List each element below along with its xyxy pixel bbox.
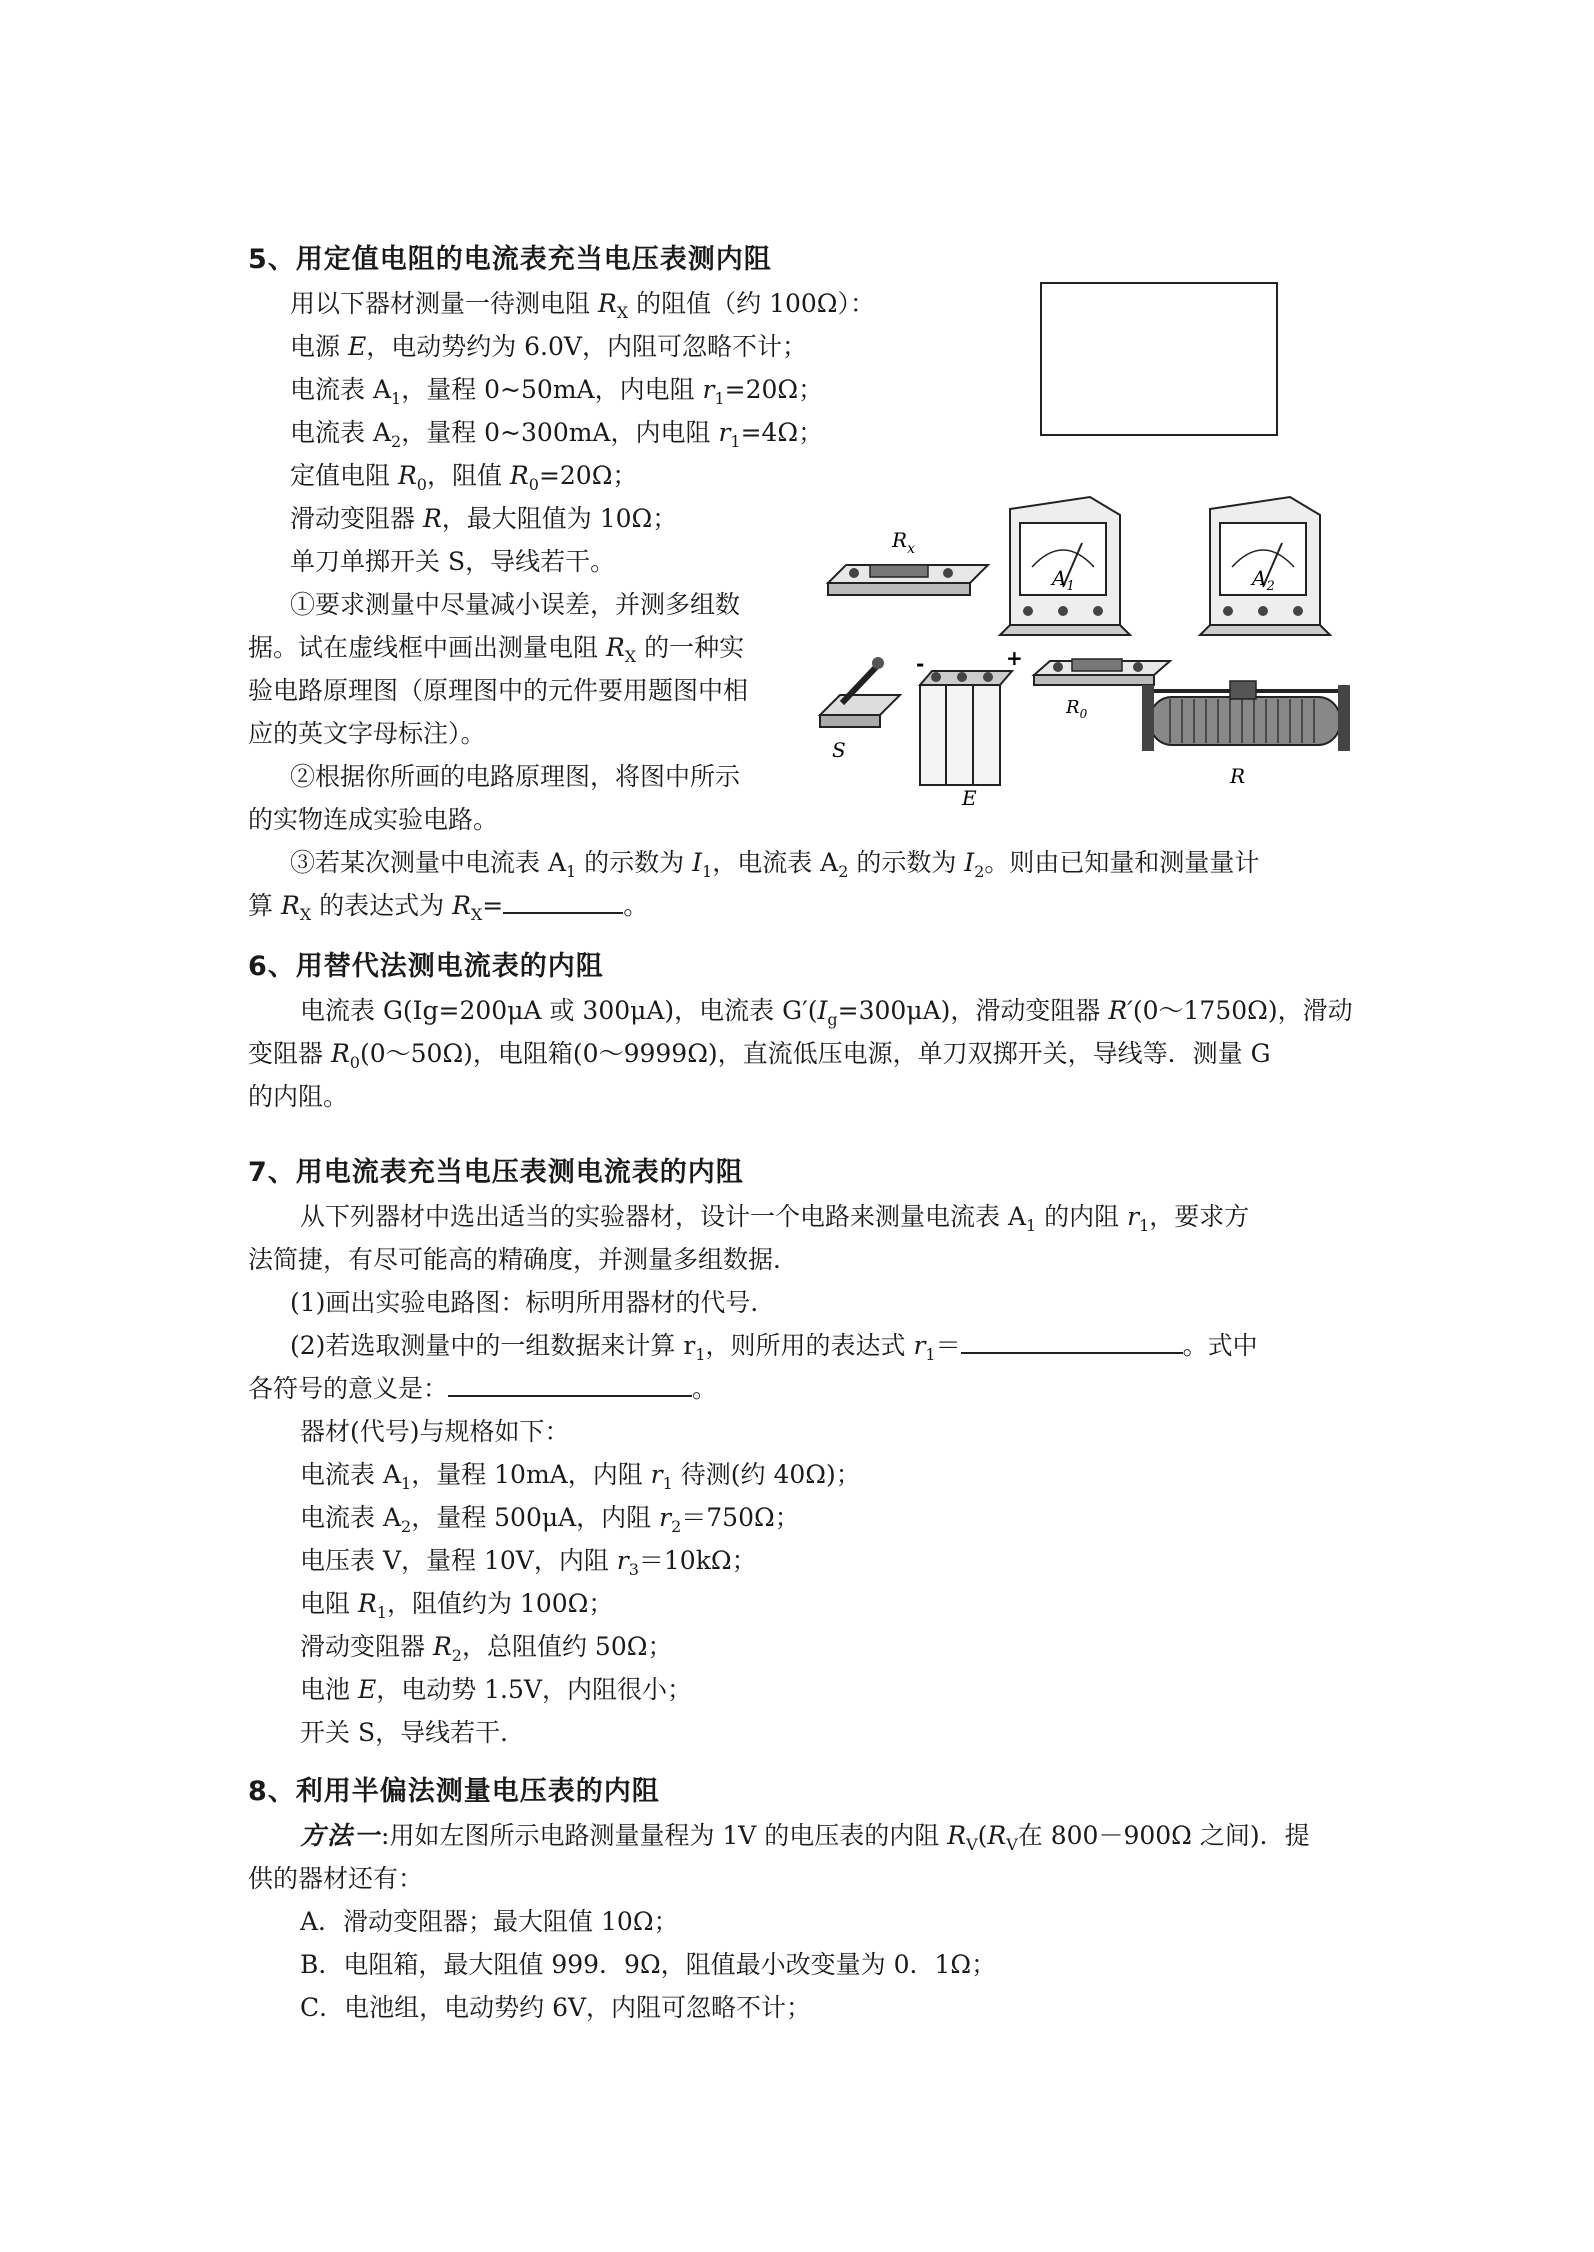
s7-item-r1: 电阻 $R_1$，阻值约为 100Ω； [300, 1589, 614, 1622]
rx-board [828, 528, 988, 595]
section-6 [248, 945, 1356, 1118]
rx-label: $R_x$ [892, 528, 915, 557]
answer-blank-r1[interactable] [961, 1324, 1183, 1354]
s7-item-a1: 电流表 $A_1$，量程 10mA，内阻 $r_1$ 待测(约 40Ω)； [300, 1460, 861, 1493]
s5-item-power: 电源 E，电动势约为 6.0V，内阻可忽略不计； [290, 332, 807, 361]
section-7 [248, 1151, 1356, 1754]
s7-item-a2: 电流表 $A_2$，量程 500μA，内阻 $r_2=750\Omega$； [300, 1503, 800, 1536]
rheostat-r [1142, 681, 1350, 788]
s8-option-b: B．电阻箱，最大阻值 999．9Ω，阻值最小改变量为 0．1Ω； [300, 1950, 997, 1979]
s5-item-rheostat: 滑动变阻器 R，最大阻值为 10Ω； [290, 504, 678, 533]
s7-line1: 从下列器材中选出适当的实验器材，设计一个电路来测量电流表 $A_1$ 的内阻 $r_1$，要求方 [300, 1202, 1250, 1235]
s5-q3-line2: 算 $R_X$ 的表达式为 $R_X=$ 。 [248, 884, 1356, 927]
s5-q3-line1: ③若某次测量中电流表 $A_1$ 的示数为 $I_1$，电流表 $A_2$ 的示数为 $I_2$。则由已知量和测量量计 [290, 848, 1260, 881]
s8-method1-line1: 方法一:用如左图所示电路测量量程为 1V 的电压表的内阻 $R_V(R_V$在 800－900Ω 之间)．提 [300, 1821, 1310, 1854]
s6-line3: 的内阻。 [248, 1082, 349, 1111]
s5-item-r0: 定值电阻 $R_0$，阻值 $R_0=20\Omega$； [290, 461, 638, 494]
s8-option-a: A．滑动变阻器；最大阻值 10Ω； [300, 1907, 679, 1936]
s7-item-switch: 开关 S，导线若干． [300, 1718, 526, 1747]
s7-q2-line1: (2)若选取测量中的一组数据来计算 $r_1$，则所用的表达式 $r_1=$ 。式中 [248, 1324, 1356, 1367]
s5-q2-line2: 的实物连成实验电路。 [248, 805, 499, 834]
s8-method1-line2: 供的器材还有： [248, 1864, 424, 1893]
battery-e [916, 646, 1023, 810]
e-label: E [962, 786, 977, 810]
circuit-drawing-box[interactable] [1040, 282, 1278, 436]
s5-q1-line4: 应的英文字母标注）。 [248, 719, 486, 748]
section-7-title: 7、用电流表充当电压表测电流表的内阻 [248, 1157, 744, 1188]
s5-item-switch: 单刀单掷开关 S，导线若干。 [290, 547, 616, 576]
r0-label: $R_0$ [1066, 697, 1088, 721]
s-label: S [832, 738, 846, 762]
s7-item-r2: 滑动变阻器 $R_2$，总阻值约 50Ω； [300, 1632, 673, 1665]
section-8-title: 8、利用半偏法测量电压表的内阻 [248, 1776, 660, 1807]
s7-line2: 法简捷，有尽可能高的精确度，并测量多组数据． [248, 1245, 799, 1274]
section-8 [248, 1770, 1356, 2029]
s5-q1-line1: ①要求测量中尽量减小误差，并测多组数 [290, 590, 741, 619]
a1-label: $A_1$ [1052, 566, 1075, 594]
switch-s [820, 657, 900, 762]
section-6-title: 6、用替代法测电流表的内阻 [248, 951, 604, 982]
s7-equipment-heading: 器材(代号)与规格如下： [300, 1417, 570, 1446]
a2-label: $A_2$ [1252, 566, 1275, 594]
ammeter-a1 [1000, 497, 1130, 635]
r-label: R [1230, 764, 1246, 788]
apparatus-figure [820, 495, 1360, 810]
answer-blank-rx[interactable] [503, 884, 623, 914]
s5-q1-line3: 验电路原理图（原理图中的元件要用题图中相 [248, 676, 749, 705]
s7-item-v: 电压表 V，量程 10V，内阻 $r_3=10k\Omega$； [300, 1546, 757, 1579]
s5-intro: 用以下器材测量一待测电阻 $R_X$ 的阻值（约 100Ω）： [290, 289, 876, 322]
s5-q1-line2: 据。试在虚线框中画出测量电阻 $R_X$ 的一种实 [248, 633, 745, 666]
s7-q1: (1)画出实验电路图：标明所用器材的代号． [290, 1288, 776, 1317]
s8-option-c: C．电池组，电动势约 6V，内阻可忽略不计； [300, 1993, 812, 2022]
battery-plus: + [1006, 646, 1023, 670]
s7-q2-line2: 各符号的意义是： 。 [248, 1367, 1356, 1410]
s6-line2: 变阻器 $R_0(0\sim 50\Omega)$，电阻箱(0～9999Ω)，直流低压电源，单刀双掷开关，导线等．测量 G [248, 1039, 1271, 1072]
s7-item-battery: 电池 E，电动势 1.5V，内阻很小； [300, 1675, 692, 1704]
answer-blank-meaning[interactable] [448, 1367, 692, 1397]
s6-line1: 电流表 G(Ig=200μA 或 300μA)，电流表 $G'(I_g=300\mu A)$，滑动变阻器 R′(0～1750Ω)，滑动 [300, 996, 1353, 1029]
battery-minus: - [916, 652, 925, 676]
ammeter-a2 [1200, 497, 1330, 635]
s5-q2-line1: ②根据你所画的电路原理图，将图中所示 [290, 762, 741, 791]
section-5-title: 5、用定值电阻的电流表充当电压表测内阻 [248, 244, 772, 275]
s5-item-a2: 电流表 $A_2$，量程 0~300mA，内电阻 $r_1=4\Omega$； [290, 418, 824, 451]
s5-item-a1: 电流表 $A_1$，量程 0~50mA，内电阻 $r_1=20\Omega$； [290, 375, 824, 408]
